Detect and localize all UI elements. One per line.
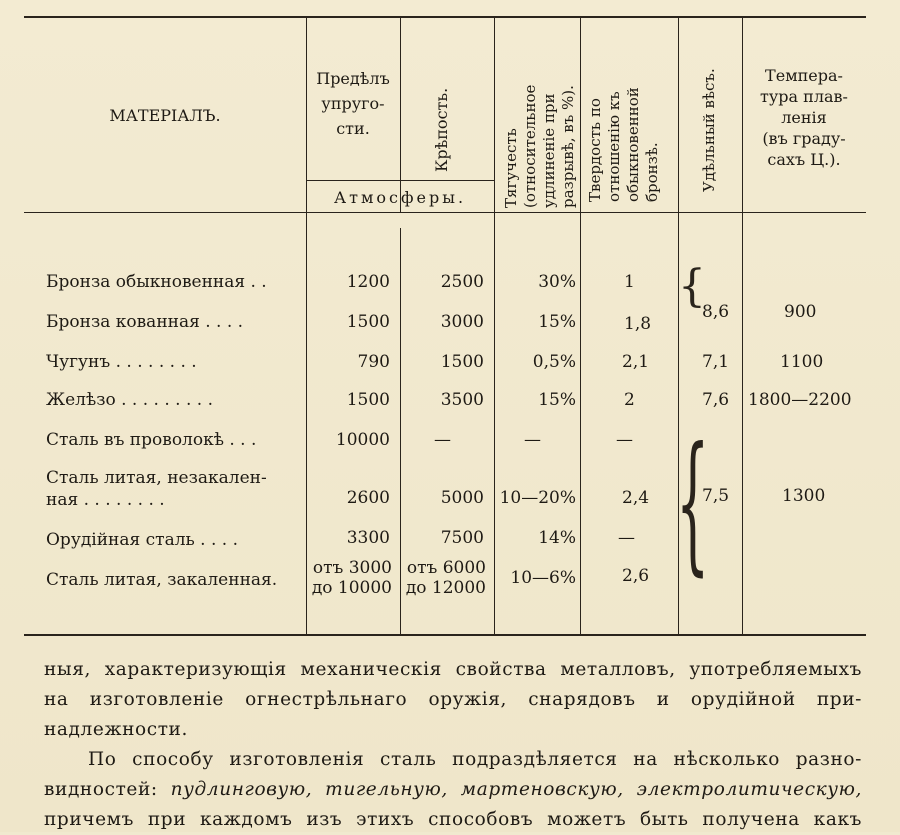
header-elastic-line: сти. <box>336 118 370 138</box>
row-material-line: ная . . . . . . . . <box>46 490 165 510</box>
header-strength: Крѣпость. <box>432 87 451 172</box>
row-hardness: 2,1 <box>622 352 650 372</box>
header-atmospheres: Атмосферы. <box>333 187 467 207</box>
header-specific-weight: Удѣльный вѣсъ. <box>700 68 718 192</box>
row-temp: 1100 <box>780 352 824 372</box>
row-hardness: 2,4 <box>622 488 650 508</box>
steel-type-martin: мартеновскую, <box>460 779 624 800</box>
header-elastic-line: упруго- <box>321 93 385 113</box>
header-line <box>24 212 866 213</box>
row-hardness: 1,8 <box>624 314 652 334</box>
steel-type-puddling: пудлинговую, <box>170 779 313 800</box>
row-strength: 2500 <box>440 272 484 292</box>
steel-temp: 1300 <box>782 486 826 506</box>
text-fragment: видностей: <box>44 779 158 800</box>
row-elastic-line: отъ 3000 <box>312 558 392 578</box>
row-material: Чугунъ . . . . . . . . <box>46 352 197 372</box>
row-hardness: — <box>616 430 633 450</box>
row-hardness: 1 <box>624 272 635 292</box>
row-strength-line: отъ 6000 <box>406 558 486 578</box>
row-elastic: 3300 <box>346 528 390 548</box>
row-elastic: 790 <box>357 352 390 372</box>
header-hardness-line: бронзѣ. <box>643 142 661 202</box>
row-ductility: 0,5% <box>532 352 576 372</box>
row-elastic: 1500 <box>346 390 390 410</box>
row-elastic: 1200 <box>346 272 390 292</box>
text-line: на изготовленіе огнестрѣльнаго оружія, снарядовъ и орудійной при- <box>44 689 862 710</box>
row-elastic-line: до 10000 <box>311 578 392 598</box>
steel-weight: 7,5 <box>702 486 730 506</box>
row-material: Бронза обыкновенная . . <box>46 272 267 292</box>
brace-icon: { <box>676 416 710 590</box>
row-ductility: 10—6% <box>510 568 576 588</box>
text-line <box>44 775 862 805</box>
header-temp-line: Темпера- <box>765 65 843 85</box>
row-material: Сталь въ проволокѣ . . . <box>46 430 257 450</box>
header-temp-line: тура плав- <box>760 86 848 106</box>
row-elastic: 1500 <box>346 312 390 332</box>
text-line: ныя, характеризующія механическія свойства металловъ, употребляемыхъ <box>44 659 862 680</box>
row-temp: 1800—2200 <box>748 390 852 410</box>
row-elastic: 10000 <box>335 430 390 450</box>
row-strength: — <box>434 430 451 450</box>
row-ductility: 15% <box>538 390 576 410</box>
row-weight: 7,6 <box>702 390 730 410</box>
header-elastic-line: Предѣлъ <box>316 68 390 88</box>
steel-type-electrolytic: электролитическую, <box>636 779 862 800</box>
header-ductility <box>502 30 578 208</box>
body-text <box>44 655 862 835</box>
row-strength: 7500 <box>440 528 484 548</box>
row-strength: 3000 <box>440 312 484 332</box>
text-line: надлежности. <box>44 719 188 740</box>
text-line: причемъ при каждомъ изъ этихъ способовъ можетъ быть получена какъ <box>44 809 862 830</box>
header-hardness <box>586 52 662 202</box>
header-ductility-line: разрывѣ, въ %). <box>559 85 577 208</box>
bronze-weight: 8,6 <box>702 302 730 322</box>
row-hardness: 2 <box>624 390 635 410</box>
steel-type-crucible: тигельную, <box>325 779 448 800</box>
header-temp-line: сахъ Ц.). <box>767 149 841 169</box>
header-elastic-limit <box>306 38 400 168</box>
row-strength: 3500 <box>440 390 484 410</box>
header-ductility-line: (относительное <box>521 84 539 208</box>
row-hardness: 2,6 <box>622 566 650 586</box>
header-melting-temp <box>742 62 866 172</box>
row-material: Желѣзо . . . . . . . . . <box>46 390 213 410</box>
row-strength-line: до 12000 <box>405 578 486 598</box>
row-material-line: Сталь литая, незакален- <box>46 468 267 488</box>
bronze-temp: 900 <box>784 302 817 322</box>
row-ductility: 15% <box>538 312 576 332</box>
row-ductility: 30% <box>538 272 576 292</box>
row-material: Сталь литая, закаленная. <box>46 570 278 590</box>
col-divider <box>580 18 581 634</box>
header-temp-line: (въ граду- <box>762 128 846 148</box>
row-elastic: 2600 <box>346 488 390 508</box>
row-strength: 1500 <box>440 352 484 372</box>
header-ductility-line: Тягучесть <box>502 128 520 208</box>
row-ductility: 10—20% <box>499 488 576 508</box>
header-hardness-line: отношенію къ <box>605 91 623 202</box>
metals-table <box>24 16 866 636</box>
row-material: Орудійная сталь . . . . <box>46 530 238 550</box>
header-temp-line: ленія <box>781 107 827 127</box>
header-material: МАТЕРІАЛЪ. <box>109 105 221 125</box>
header-ductility-line: удлиненіе при <box>540 93 558 208</box>
brace-icon: { <box>678 261 706 312</box>
row-hardness: — <box>618 528 635 548</box>
header-hardness-line: Твердость по <box>586 98 604 202</box>
row-ductility: — <box>524 430 541 450</box>
row-strength: 5000 <box>440 488 484 508</box>
row-weight: 7,1 <box>702 352 730 372</box>
header-hardness-line: обыкновенной <box>624 87 642 202</box>
row-ductility: 14% <box>538 528 576 548</box>
row-material: Бронза кованная . . . . <box>46 312 244 332</box>
atm-line <box>306 180 494 181</box>
text-line: По способу изготовленія сталь подраздѣляется на нѣсколько разно- <box>88 749 862 770</box>
